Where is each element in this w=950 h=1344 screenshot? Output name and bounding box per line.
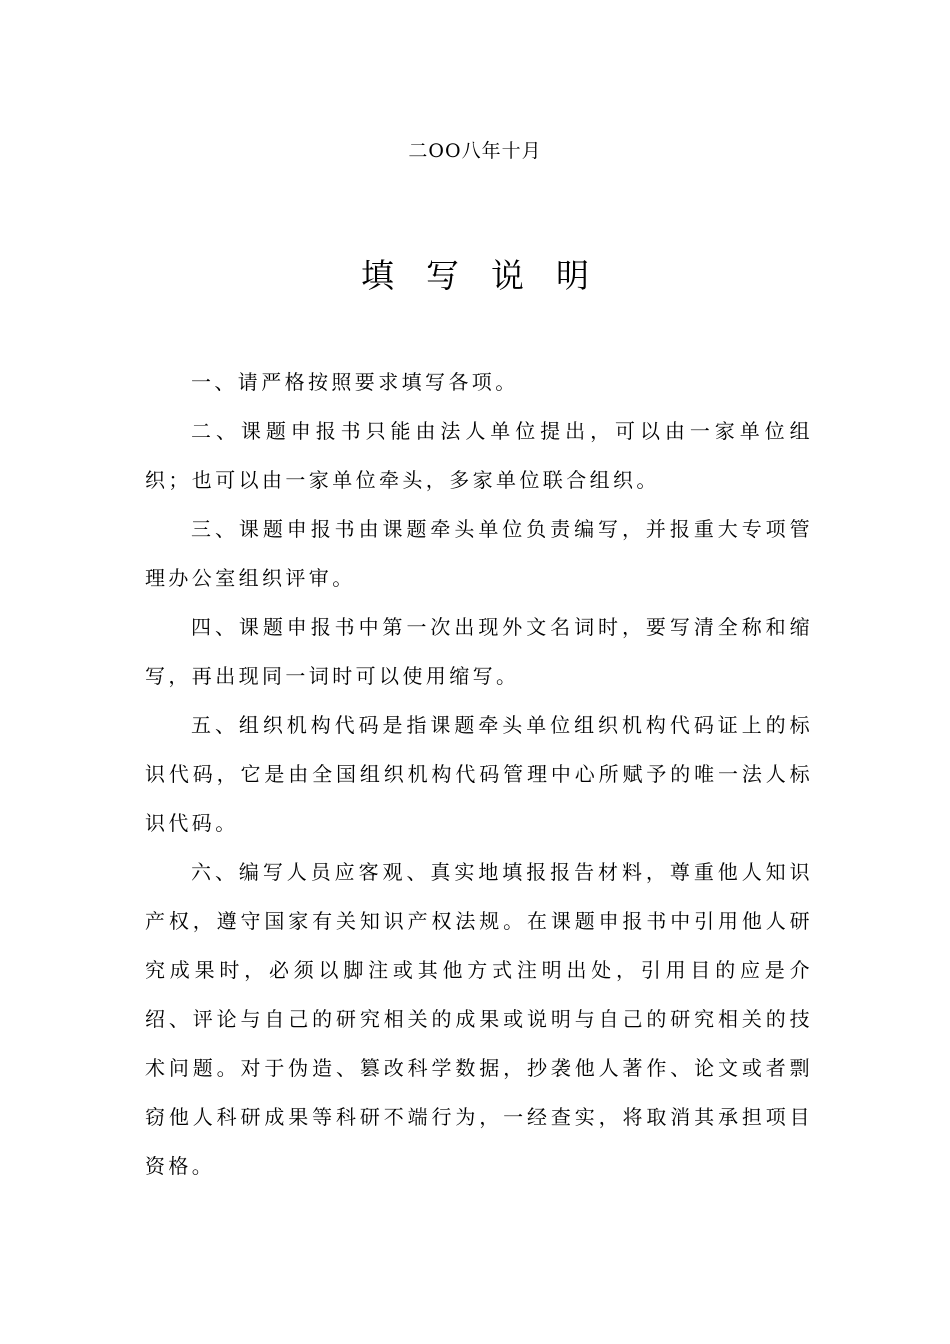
- instruction-paragraph-4: 四、课题申报书中第一次出现外文名词时，要写清全称和缩写，再出现同一词时可以使用缩写。: [145, 615, 813, 688]
- instructions-body: [145, 358, 813, 1191]
- instruction-paragraph-1: 一、请严格按照要求填写各项。: [191, 370, 519, 394]
- instruction-paragraph-2: 二、课题申报书只能由法人单位提出，可以由一家单位组织；也可以由一家单位牵头，多家单位联合组织。: [145, 419, 813, 492]
- document-date: 二OO八年十月: [408, 140, 542, 162]
- instruction-paragraph-6: 六、编写人员应客观、真实地填报报告材料，尊重他人知识产权，遵守国家有关知识产权法规。在课题申报书中引用他人研究成果时，必须以脚注或其他方式注明出处，引用目的应是介绍、评论与自己的研究相关的成果或说明与自己的研究相关的技术问题。对于伪造、篡改科学数据，抄袭他人著作、论文或者剽窃他人科研成果等科研不端行为，一经查实，将取消其承担项目资格。: [145, 860, 813, 1178]
- instruction-paragraph-5: 五、组织机构代码是指课题牵头单位组织机构代码证上的标识代码，它是由全国组织机构代码管理中心所赋予的唯一法人标识代码。: [145, 713, 813, 835]
- page-title: 填写说明: [361, 256, 621, 295]
- instruction-paragraph-3: 三、课题申报书由课题牵头单位负责编写，并报重大专项管理办公室组织评审。: [145, 517, 813, 590]
